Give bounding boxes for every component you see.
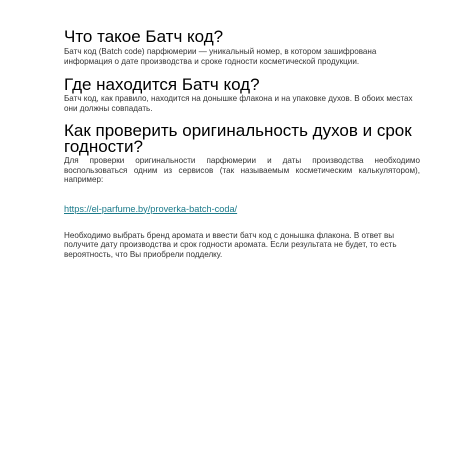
paragraph-batch-code-definition: Батч код (Batch code) парфюмерии — уникальный номер, в котором зашифрована информация о дате производства и сроке годности косметической продукции. (64, 47, 377, 66)
heading-what-is-batch-code: Что такое Батч код? (64, 27, 224, 46)
paragraph-how-to-check: Для проверки оригинальности парфюмерии и даты производства необходимо воспользоваться одним из сервисов (так называемым косметическим калькулятором), например: (64, 156, 420, 184)
batch-code-checker-link[interactable]: https://el-parfume.by/proverka-batch-coda/ (64, 203, 238, 214)
paragraph-batch-code-location: Батч код, как правило, находится на донышке флакона и на упаковке духов. В обоих местах они должны совпадать. (64, 94, 413, 113)
link-container (64, 199, 420, 217)
heading-how-to-check: Как проверить оригинальность духов и срок годности? (64, 121, 412, 156)
article (64, 28, 420, 259)
heading-where-batch-code: Где находится Батч код? (64, 75, 260, 94)
paragraph-closing: Необходимо выбрать бренд аромата и ввести батч код с донышка флакона. В ответ вы получите дату производства и срок годности аромата. Если результата не будет, то есть вероятность, что Вы приобрели подделку. (64, 230, 397, 259)
